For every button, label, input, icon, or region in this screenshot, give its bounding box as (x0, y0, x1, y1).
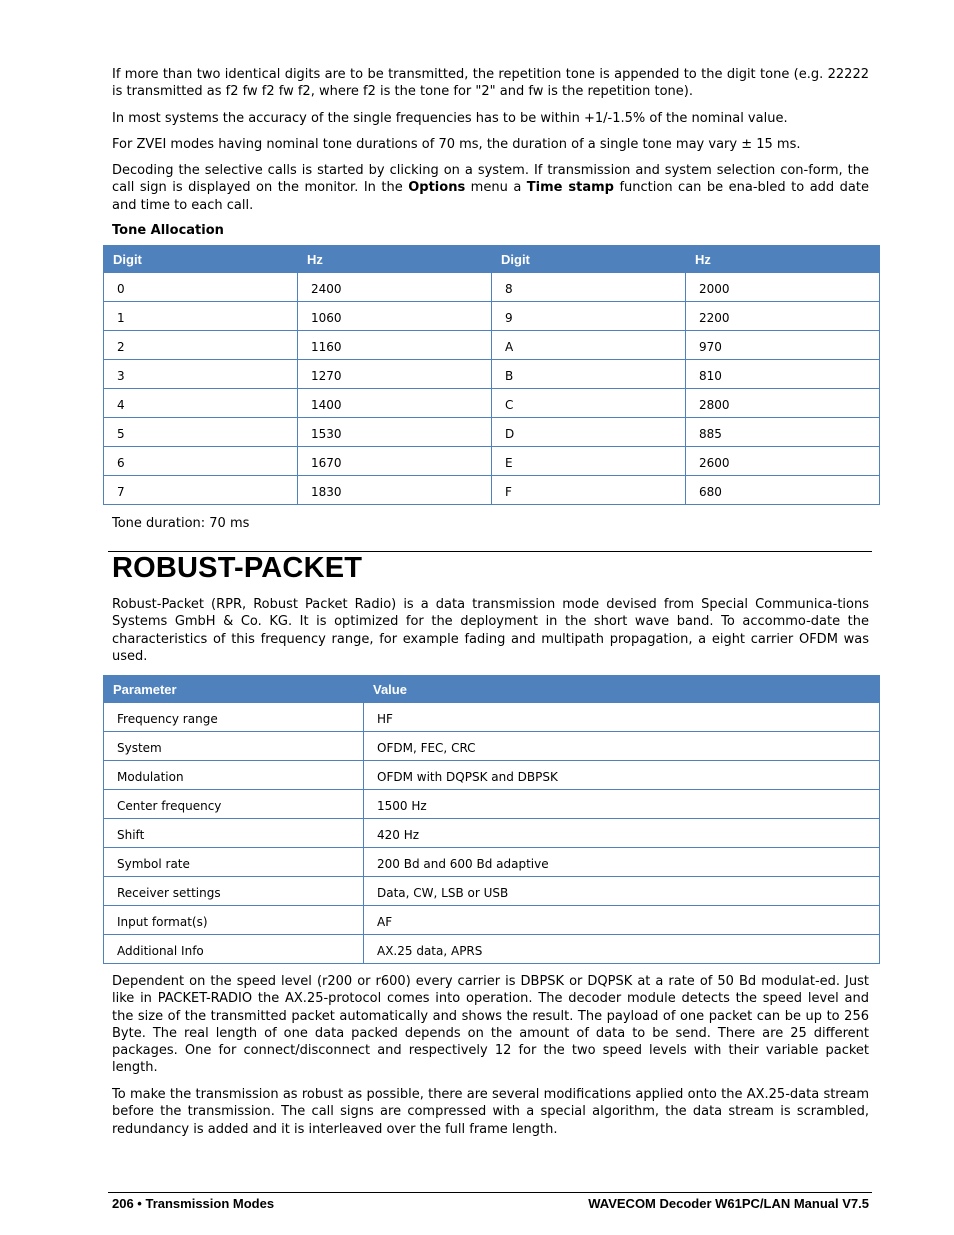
table-cell: C (492, 389, 686, 418)
table-cell: B (492, 360, 686, 389)
value-cell: AX.25 data, APRS (364, 935, 880, 964)
table-cell: 7 (104, 476, 298, 505)
table-cell: 1 (104, 302, 298, 331)
table-cell: 1670 (298, 447, 492, 476)
header-digit: Digit (492, 246, 686, 273)
value-cell: 1500 Hz (364, 790, 880, 819)
table-row (104, 331, 880, 360)
paragraph-transmission-robust: To make the transmission as robust as possible, there are several modifications applied onto the AX.25-data stream before the transmission. The call signs are compressed with a special algorithm, the data stream is scrambled, redundancy is added and it is interleaved over the full frame length. (112, 1087, 869, 1137)
section-heading: ROBUST-PACKET (112, 552, 363, 584)
table-row (104, 906, 880, 935)
value-cell: OFDM, FEC, CRC (364, 732, 880, 761)
table-cell: 2 (104, 331, 298, 360)
table-cell: 8 (492, 273, 686, 302)
table-row (104, 732, 880, 761)
table-cell: 2600 (686, 447, 880, 476)
value-cell: Data, CW, LSB or USB (364, 877, 880, 906)
table-cell: 2800 (686, 389, 880, 418)
table-cell: 1830 (298, 476, 492, 505)
parameter-cell: Additional Info (104, 935, 364, 964)
table-cell: 5 (104, 418, 298, 447)
table-cell: 4 (104, 389, 298, 418)
table-row (104, 819, 880, 848)
parameter-cell: Input format(s) (104, 906, 364, 935)
header-value: Value (364, 676, 880, 703)
tone-duration-note: Tone duration: 70 ms (112, 516, 250, 531)
table-cell: 1160 (298, 331, 492, 360)
parameters-table (103, 675, 880, 964)
parameter-cell: Frequency range (104, 703, 364, 732)
tone-allocation-table (103, 245, 880, 505)
paragraph-accuracy: In most systems the accuracy of the single frequencies has to be within +1/-1.5% of the nominal value. (112, 111, 788, 126)
time-stamp-ref: Time stamp (526, 180, 614, 196)
header-digit: Digit (104, 246, 298, 273)
header-parameter: Parameter (104, 676, 364, 703)
table-cell: 680 (686, 476, 880, 505)
table-cell: 2000 (686, 273, 880, 302)
table-cell: 3 (104, 360, 298, 389)
paragraph-repetition-tone: If more than two identical digits are to be transmitted, the repetition tone is appended to the digit tone (e.g. 22222 is transmitted as f2 fw f2 fw f2, where f2 is the tone for "2" and fw is the repetition tone). (112, 67, 869, 100)
footer-page-section: 206 • Transmission Modes (112, 1196, 275, 1211)
options-menu-ref: Options (408, 180, 466, 196)
value-cell: OFDM with DQPSK and DBPSK (364, 761, 880, 790)
table-cell: 970 (686, 331, 880, 360)
decoding-text-3: function can be ena-bled to add date and time to each call. (112, 180, 869, 213)
decoding-text-1: Decoding the selective calls is started by clicking on a system. If transmission and system selection con-form, the call sign is displayed on the monitor. In the (112, 163, 869, 196)
parameter-cell: System (104, 732, 364, 761)
parameter-cell: Center frequency (104, 790, 364, 819)
footer-manual-title: WAVECOM Decoder W61PC/LAN Manual V7.5 (588, 1196, 869, 1211)
table-cell: A (492, 331, 686, 360)
paragraph-robust-intro: Robust-Packet (RPR, Robust Packet Radio) is a data transmission mode devised from Special Communica-tions Systems GmbH & Co. KG. It is optimized for the deployment in the short wave band. To accommo-date the characteristics of this frequency range, for example fading and multipath propagation, a eight carrier OFDM was used. (112, 597, 869, 664)
tone-allocation-caption: Tone Allocation (112, 223, 224, 238)
table-cell: D (492, 418, 686, 447)
table-cell: 1400 (298, 389, 492, 418)
table-cell: 1530 (298, 418, 492, 447)
table-row (104, 273, 880, 302)
table-row (104, 935, 880, 964)
table-cell: 810 (686, 360, 880, 389)
table-row (104, 848, 880, 877)
paragraph-speed-level: Dependent on the speed level (r200 or r600) every carrier is DBPSK or DQPSK at a rate of 50 Bd modulat-ed. Just like in PACKET-RADIO the AX.25-protocol comes into operation. The decoder module detects the speed level and the size of the transmitted packet automatically and shows the result. The payload of one packet can be up to 256 Byte. The real length of one data packed depends on the amount of data to be send. There are 25 different packages. One for connect/disconnect and respectively 12 for the two speed levels with their variable packet length. (112, 974, 869, 1076)
table-row (104, 389, 880, 418)
paragraph-decoding (112, 162, 869, 214)
table-cell: E (492, 447, 686, 476)
header-hz: Hz (686, 246, 880, 273)
table-row (104, 877, 880, 906)
parameter-cell: Shift (104, 819, 364, 848)
table-row (104, 761, 880, 790)
table-row (104, 476, 880, 505)
table-row (104, 360, 880, 389)
table-row (104, 703, 880, 732)
table-row (104, 447, 880, 476)
header-hz: Hz (298, 246, 492, 273)
value-cell: AF (364, 906, 880, 935)
paragraph-zvei-duration: For ZVEI modes having nominal tone durations of 70 ms, the duration of a single tone may vary ± 15 ms. (112, 137, 801, 152)
table-cell: 9 (492, 302, 686, 331)
value-cell: 200 Bd and 600 Bd adaptive (364, 848, 880, 877)
table-cell: 885 (686, 418, 880, 447)
table-cell: 6 (104, 447, 298, 476)
footer-divider (108, 1192, 872, 1193)
parameter-cell: Modulation (104, 761, 364, 790)
table-cell: 2200 (686, 302, 880, 331)
table-cell: F (492, 476, 686, 505)
table-row (104, 418, 880, 447)
table-cell: 2400 (298, 273, 492, 302)
parameters-header-row (104, 676, 880, 703)
table-row (104, 302, 880, 331)
tone-table-header-row (104, 246, 880, 273)
parameter-cell: Symbol rate (104, 848, 364, 877)
table-cell: 1060 (298, 302, 492, 331)
table-row (104, 790, 880, 819)
value-cell: HF (364, 703, 880, 732)
table-cell: 0 (104, 273, 298, 302)
parameter-cell: Receiver settings (104, 877, 364, 906)
decoding-text-2: menu a (465, 180, 527, 196)
table-cell: 1270 (298, 360, 492, 389)
value-cell: 420 Hz (364, 819, 880, 848)
